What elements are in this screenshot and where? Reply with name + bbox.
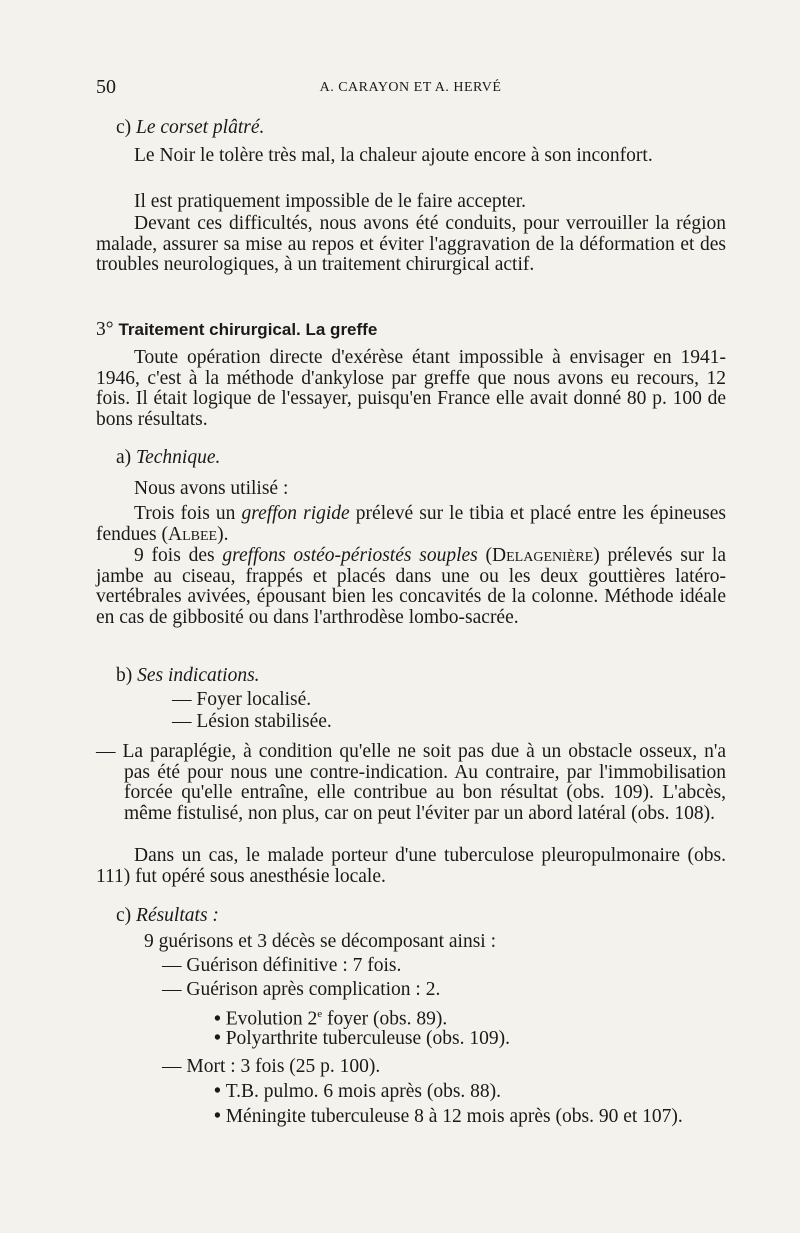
technique-p1-italic: greffon rigide <box>241 503 350 524</box>
indications-title: Ses indications. <box>137 665 260 686</box>
technique-p1-text-c: ). <box>217 523 229 545</box>
corset-label: c) <box>116 117 132 138</box>
indication-item-1: — Foyer localisé. <box>172 689 312 710</box>
indications-heading <box>116 666 746 687</box>
result-line-2: — Guérison après complication : 2. <box>162 979 441 1000</box>
bullet-1-text-b: foyer (obs. 89). <box>322 1008 448 1030</box>
technique-p2-text-b: ( <box>477 545 493 566</box>
technique-label: a) <box>116 447 132 468</box>
result-bullet-3: • T.B. pulmo. 6 mois après (obs. 88). <box>214 1082 724 1103</box>
corset-paragraph-1: Le Noir le tolère très mal, la chaleur ajoute encore à son inconfort. <box>134 145 653 166</box>
results-title: Résultats : <box>136 905 219 926</box>
results-heading <box>116 906 746 927</box>
section-3-heading <box>96 320 726 341</box>
result-bullet-4: • Méningite tuberculeuse 8 à 12 mois après (obs. 90 et 107). <box>214 1107 742 1128</box>
corset-paragraph-3: Devant ces difficultés, nous avons été conduits, pour verrouiller la région malade, assurer sa mise au repos et éviter l'aggravation de la déformation et des troubles neurologiques, à un traitement chirurgical actif. <box>96 213 726 275</box>
technique-paragraph-1 <box>96 504 726 545</box>
bullet-1-superscript: e <box>317 1008 323 1020</box>
technique-p1-text-a: Trois fois un <box>134 503 242 524</box>
results-label: c) <box>116 905 132 926</box>
running-head-authors: A. CARAYON ET A. HERVÉ <box>319 80 502 95</box>
technique-p1-text-b: prélevé sur le tibia et placé entre les épineuses fendues ( <box>96 503 726 545</box>
results-intro: 9 guérisons et 3 décès se décomposant ainsi : <box>144 931 496 952</box>
indications-label: b) <box>116 665 133 686</box>
author-delageniere: Delagenière <box>492 545 594 566</box>
technique-title: Technique. <box>136 447 221 468</box>
corset-heading <box>116 118 746 139</box>
corset-title: Le corset plâtré. <box>136 117 265 138</box>
author-albee: Albee <box>168 523 218 545</box>
running-header <box>96 76 725 102</box>
result-line-3: — Mort : 3 fois (25 p. 100). <box>162 1056 381 1077</box>
result-bullet-1 <box>214 1004 724 1030</box>
technique-p2-italic: greffons ostéo-périostés souples <box>222 545 478 566</box>
technique-paragraph-2 <box>96 546 726 628</box>
result-line-1: — Guérison définitive : 7 fois. <box>162 955 402 976</box>
technique-p2-text-a: 9 fois des <box>134 545 223 566</box>
local-anesthesia-paragraph: Dans un cas, le malade porteur d'une tuberculose pleuropulmonaire (obs. 111) fut opéré sous anesthésie locale. <box>96 845 726 887</box>
bullet-1-text-a: Evolution 2 <box>225 1008 318 1030</box>
surgery-paragraph: Toute opération directe d'exérèse étant impossible à envisager en 1941-1946, c'est à la méthode d'ankylose par greffe que nous avons eu recours, 12 fois. Il était logique de l'essayer, puisqu'en France elle avait donné 80 p. 100 de bons résultats. <box>96 347 726 430</box>
technique-heading <box>116 448 746 469</box>
indication-item-2: — Lésion stabilisée. <box>172 711 332 732</box>
section-3-title: Traitement chirurgical. La greffe <box>118 320 378 339</box>
corset-paragraph-2: Il est pratiquement impossible de le faire accepter. <box>134 191 527 212</box>
result-bullet-2: • Polyarthrite tuberculeuse (obs. 109). <box>214 1029 724 1050</box>
section-3-number: 3° <box>96 319 114 340</box>
technique-intro: Nous avons utilisé : <box>134 478 289 499</box>
technique-p2-text-c: ) prélevés sur la jambe au ciseau, frappés et placés dans une ou les deux gouttières latéro-vertébrales avivées, épousant bien les concavités de la colonne. Méthode idéale en cas de gibbosité ou dans l'arthrodèse lombo-sacrée. <box>96 545 726 628</box>
paraplegia-paragraph: — La paraplégie, à condition qu'elle ne soit pas due à un obstacle osseux, n'a pas été pour nous une contre-indication. Au contraire, par l'immobilisation forcée qu'elle entraîne, elle contribue au bon résultat (obs. 109). L'abcès, même fistulisé, non plus, car on peut l'éviter par un abord latéral (obs. 108). <box>96 741 726 824</box>
page-number: 50 <box>96 76 116 98</box>
